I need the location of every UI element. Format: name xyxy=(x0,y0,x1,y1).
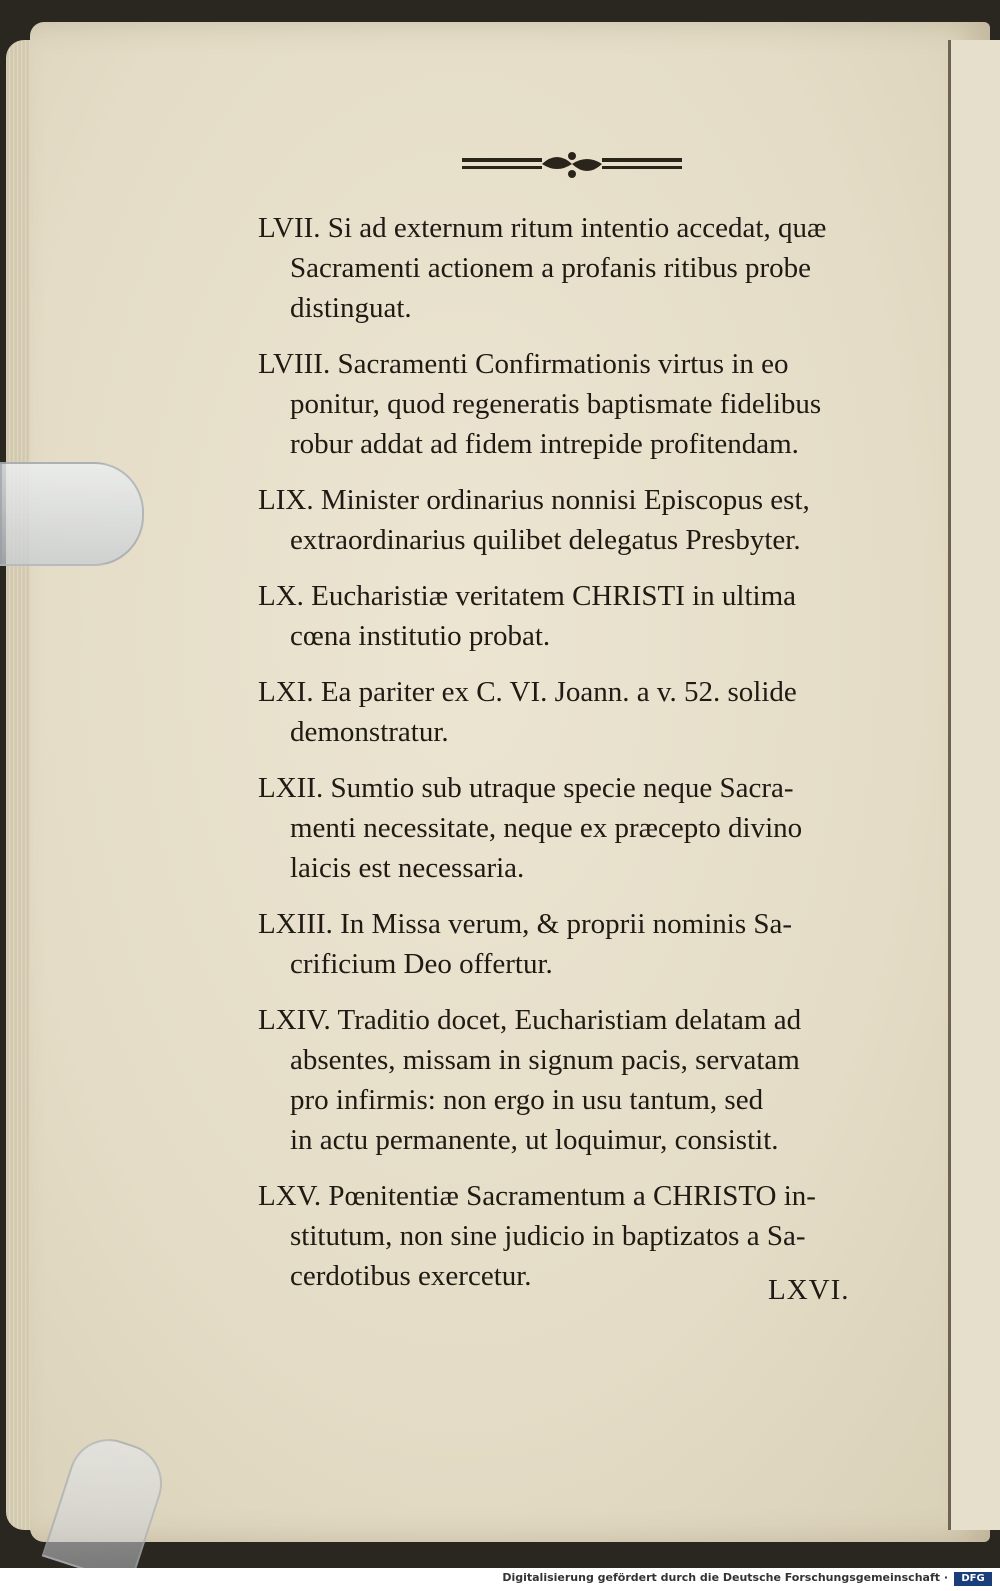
dfg-logo-icon: DFG xyxy=(954,1572,992,1586)
text-line: LXIII. In Missa verum, & proprii nominis Sa- xyxy=(258,908,793,940)
text-line: laicis est necessaria. xyxy=(290,852,525,884)
adjacent-page-edge xyxy=(948,40,1000,1530)
paragraph xyxy=(258,768,898,888)
text-line: LXI. Ea pariter ex C. VI. Joann. a v. 52. solide xyxy=(258,676,797,708)
text-line: in actu permanente, ut loquimur, consistit. xyxy=(290,1124,779,1156)
plastic-clip xyxy=(0,462,144,566)
text-line: menti necessitate, neque ex præcepto divino xyxy=(290,812,803,844)
text-line: LIX. Minister ordinarius nonnisi Episcopus est, xyxy=(258,484,810,516)
text-line: extraordinarius quilibet delegatus Presbyter. xyxy=(290,524,801,556)
text-line: cerdotibus exercetur. xyxy=(290,1260,532,1292)
ornament-headpiece xyxy=(462,146,682,182)
text-line: LVIII. Sacramenti Confirmationis virtus in eo xyxy=(258,348,789,380)
text-line: LVII. Si ad externum ritum intentio accedat, quæ xyxy=(258,212,827,244)
catchword: LXVI. xyxy=(768,1274,850,1306)
text-line: stitutum, non sine judicio in baptizatos a Sa- xyxy=(290,1220,806,1252)
text-line: Sacramenti actionem a profanis ritibus probe xyxy=(290,252,812,284)
paragraph xyxy=(258,208,898,328)
footer-bar xyxy=(0,1568,1000,1591)
paragraph xyxy=(258,576,898,656)
text-line: cœna institutio probat. xyxy=(290,620,551,652)
paragraph xyxy=(258,480,898,560)
text-line: demonstratur. xyxy=(290,716,449,748)
text-line: LXII. Sumtio sub utraque specie neque Sacra- xyxy=(258,772,794,804)
text-body xyxy=(258,208,898,1312)
text-line: absentes, missam in signum pacis, servatam xyxy=(290,1044,800,1076)
paragraph xyxy=(258,1000,898,1160)
paragraph xyxy=(258,672,898,752)
footer-credit: Digitalisierung gefördert durch die Deutsche Forschungsgemeinschaft · xyxy=(502,1571,948,1584)
paragraph xyxy=(258,904,898,984)
paragraph xyxy=(258,344,898,464)
text-line: LXV. Pœnitentiæ Sacramentum a CHRISTO in- xyxy=(258,1180,816,1212)
text-line: distinguat. xyxy=(290,292,412,324)
text-line: ponitur, quod regeneratis baptismate fidelibus xyxy=(290,388,822,420)
text-line: crificium Deo offertur. xyxy=(290,948,553,980)
text-line: LXIV. Traditio docet, Eucharistiam delatam ad xyxy=(258,1004,802,1036)
text-line: LX. Eucharistiæ veritatem CHRISTI in ultima xyxy=(258,580,797,612)
text-line: robur addat ad fidem intrepide profitendam. xyxy=(290,428,799,460)
text-line: pro infirmis: non ergo in usu tantum, sed xyxy=(290,1084,764,1116)
